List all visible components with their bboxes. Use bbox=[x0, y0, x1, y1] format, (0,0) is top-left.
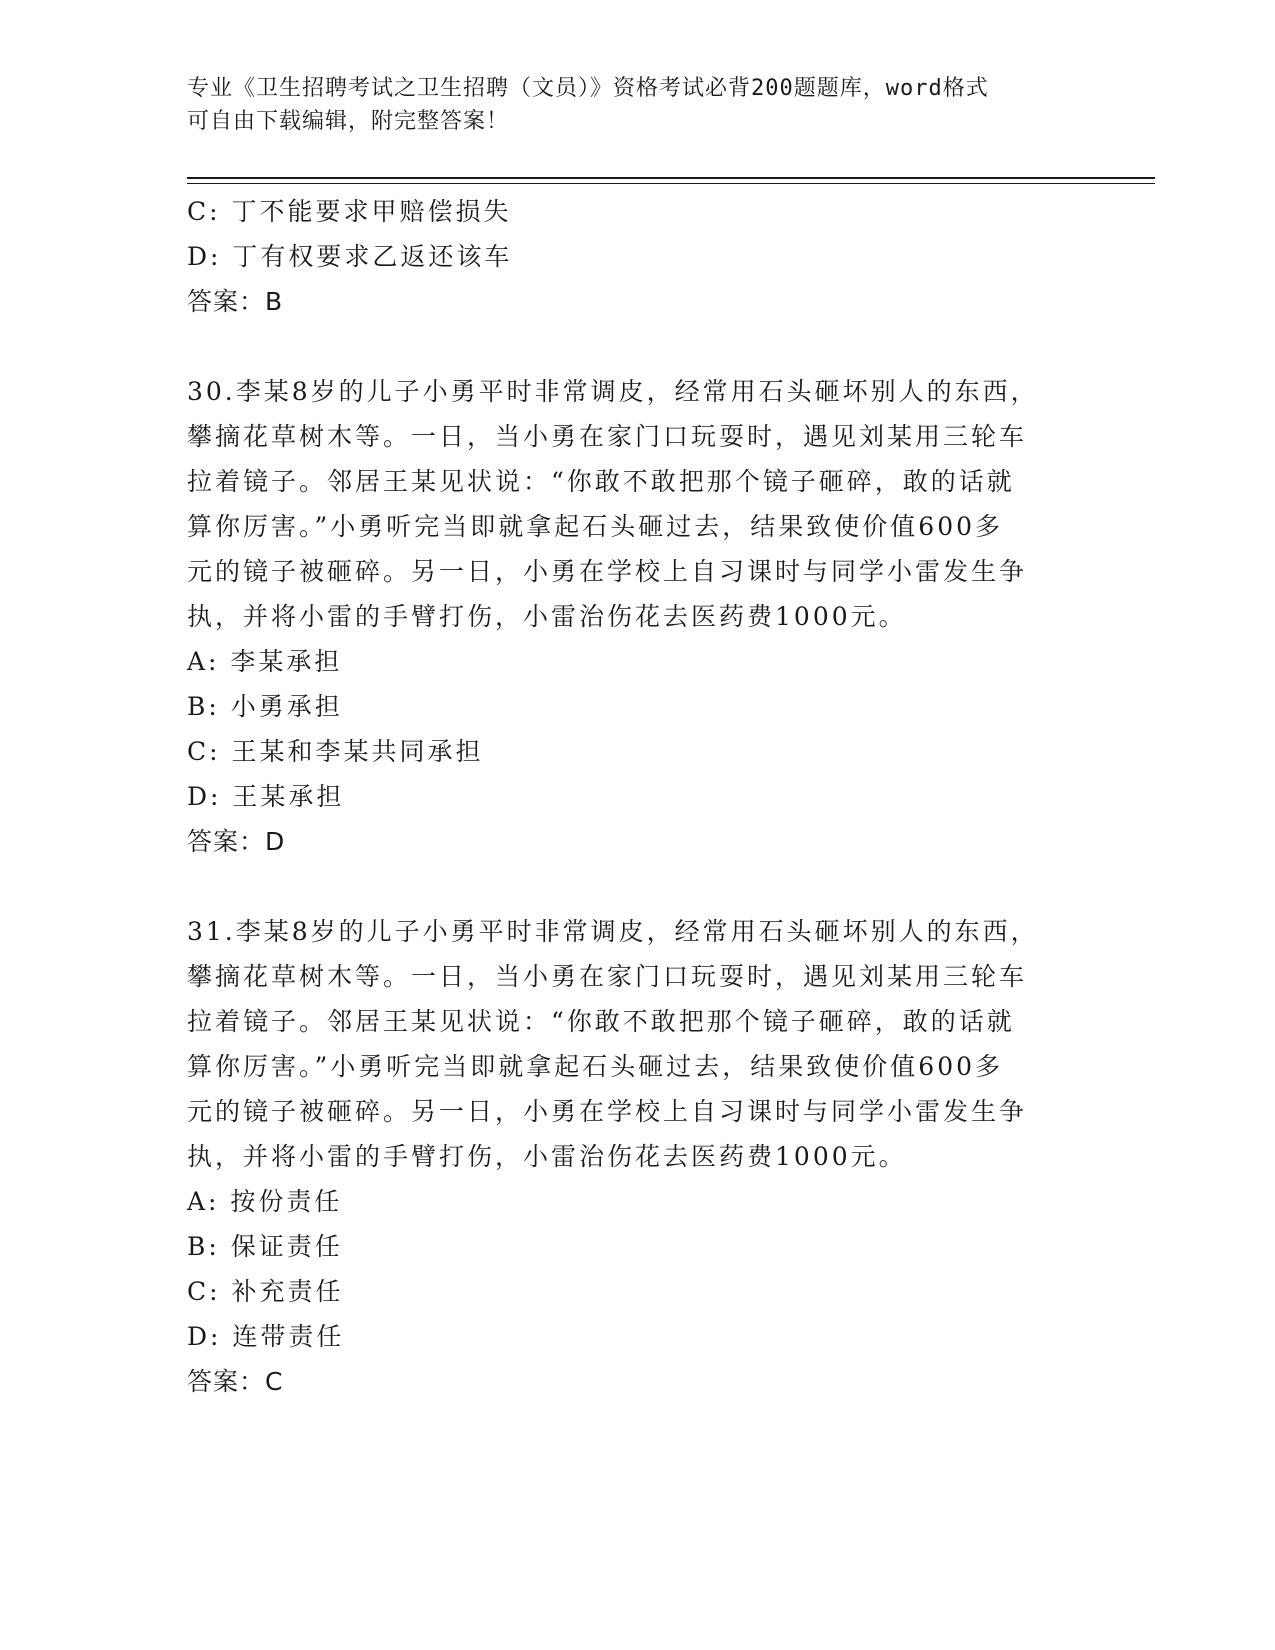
header-rule-thick bbox=[187, 177, 1155, 179]
question-text-line: 拉着镜子。邻居王某见状说：“你敢不敢把那个镜子砸碎，敢的话就 bbox=[187, 467, 1015, 496]
option-b: B: 小勇承担 bbox=[187, 692, 343, 721]
question-text-line: 31.李某8岁的儿子小勇平时非常调皮，经常用石头砸坏别人的东西， bbox=[187, 917, 1039, 946]
question-text-line: 攀摘花草树木等。一日，当小勇在家门口玩耍时，遇见刘某用三轮车 bbox=[187, 422, 1028, 451]
option-d: D: 丁有权要求乙返还该车 bbox=[187, 242, 513, 271]
header-line-2: 可自由下载编辑，附完整答案！ bbox=[187, 109, 510, 134]
question-31 bbox=[187, 909, 1067, 1404]
question-text-line: 执，并将小雷的手臂打伤，小雷治伤花去医药费1000元。 bbox=[187, 1142, 907, 1171]
previous-question-tail bbox=[187, 189, 1067, 324]
option-c: C: 王某和李某共同承担 bbox=[187, 737, 484, 766]
question-text-line: 元的镜子被砸碎。另一日，小勇在学校上自习课时与同学小雷发生争 bbox=[187, 1097, 1028, 1126]
question-text-line: 执，并将小雷的手臂打伤，小雷治伤花去医药费1000元。 bbox=[187, 602, 907, 631]
question-text-line: 拉着镜子。邻居王某见状说：“你敢不敢把那个镜子砸碎，敢的话就 bbox=[187, 1007, 1015, 1036]
option-a: A: 按份责任 bbox=[187, 1187, 343, 1216]
question-text-line: 攀摘花草树木等。一日，当小勇在家门口玩耍时，遇见刘某用三轮车 bbox=[187, 962, 1028, 991]
question-text-line: 算你厉害。”小勇听完当即就拿起石头砸过去，结果致使价值600多 bbox=[187, 512, 1004, 541]
option-c: C: 补充责任 bbox=[187, 1277, 344, 1306]
question-text-line: 算你厉害。”小勇听完当即就拿起石头砸过去，结果致使价值600多 bbox=[187, 1052, 1004, 1081]
page-header bbox=[187, 72, 1067, 138]
option-a: A: 李某承担 bbox=[187, 647, 343, 676]
question-30 bbox=[187, 369, 1067, 864]
answer-line: 答案：C bbox=[187, 1367, 284, 1396]
option-b: B: 保证责任 bbox=[187, 1232, 343, 1261]
question-text-line: 30.李某8岁的儿子小勇平时非常调皮，经常用石头砸坏别人的东西， bbox=[187, 377, 1039, 406]
question-text-line: 元的镜子被砸碎。另一日，小勇在学校上自习课时与同学小雷发生争 bbox=[187, 557, 1028, 586]
spacer bbox=[187, 324, 1067, 369]
answer-line: 答案：B bbox=[187, 287, 284, 316]
header-line-1: 专业《卫生招聘考试之卫生招聘（文员）》资格考试必背200题题库，word格式 bbox=[187, 76, 989, 101]
header-rule-thin bbox=[187, 183, 1155, 184]
answer-line: 答案：D bbox=[187, 827, 286, 856]
document-body bbox=[187, 189, 1067, 1404]
option-d: D: 连带责任 bbox=[187, 1322, 345, 1351]
option-c: C: 丁不能要求甲赔偿损失 bbox=[187, 197, 512, 226]
option-d: D: 王某承担 bbox=[187, 782, 345, 811]
spacer bbox=[187, 864, 1067, 909]
